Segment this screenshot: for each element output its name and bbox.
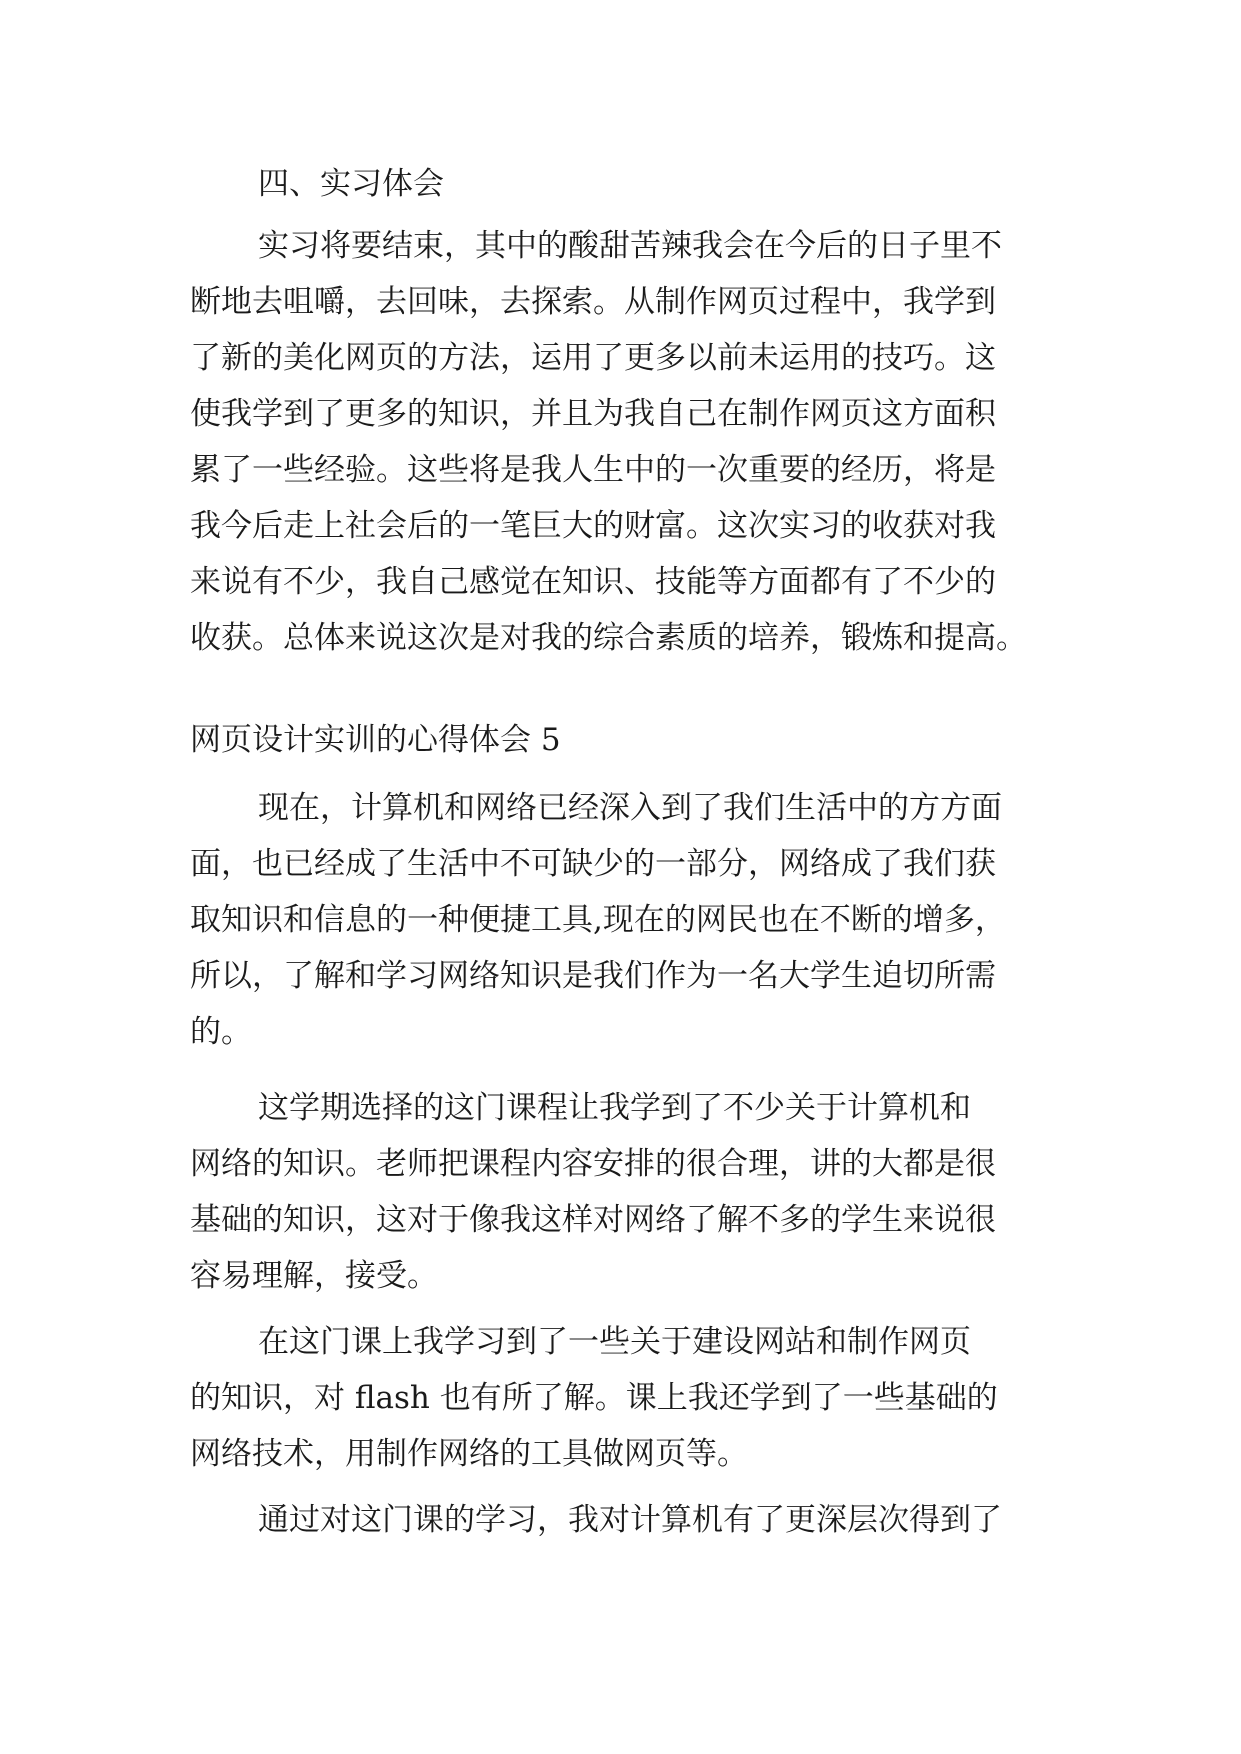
paragraph-line: 我今后走上社会后的一笔巨大的财富。这次实习的收获对我 — [190, 508, 996, 544]
paragraph-line: 基础的知识，这对于像我这样对网络了解不多的学生来说很 — [190, 1202, 996, 1238]
paragraph-line: 这学期选择的这门课程让我学到了不少关于计算机和 — [258, 1090, 971, 1126]
section-heading: 四、实习体会 — [258, 166, 444, 202]
paragraph-line: 的知识，对 flash 也有所了解。课上我还学到了一些基础的 — [190, 1380, 998, 1416]
paragraph-line: 在这门课上我学习到了一些关于建设网站和制作网页 — [258, 1324, 971, 1360]
paragraph-line: 通过对这门课的学习，我对计算机有了更深层次得到了 — [258, 1502, 1002, 1538]
paragraph-line: 的。 — [190, 1014, 252, 1050]
paragraph-line: 现在，计算机和网络已经深入到了我们生活中的方方面 — [258, 790, 1002, 826]
paragraph-line: 网络的知识。老师把课程内容安排的很合理，讲的大都是很 — [190, 1146, 996, 1182]
paragraph-line: 网络技术，用制作网络的工具做网页等。 — [190, 1436, 748, 1472]
paragraph-line: 来说有不少，我自己感觉在知识、技能等方面都有了不少的 — [190, 564, 996, 600]
paragraph-line: 面，也已经成了生活中不可缺少的一部分，网络成了我们获 — [190, 846, 996, 882]
paragraph-line: 收获。总体来说这次是对我的综合素质的培养，锻炼和提高。 — [190, 620, 1027, 656]
paragraph-line: 了新的美化网页的方法，运用了更多以前未运用的技巧。这 — [190, 340, 996, 376]
paragraph-line: 取知识和信息的一种便捷工具,现在的网民也在不断的增多， — [190, 902, 1006, 938]
paragraph-line: 累了一些经验。这些将是我人生中的一次重要的经历，将是 — [190, 452, 996, 488]
paragraph-line: 断地去咀嚼，去回味，去探索。从制作网页过程中，我学到 — [190, 284, 996, 320]
paragraph-line: 容易理解，接受。 — [190, 1258, 438, 1294]
paragraph-line: 实习将要结束，其中的酸甜苦辣我会在今后的日子里不 — [258, 228, 1002, 264]
paragraph-line: 所以，了解和学习网络知识是我们作为一名大学生迫切所需 — [190, 958, 996, 994]
article-title: 网页设计实训的心得体会 5 — [190, 722, 561, 758]
paragraph-line: 使我学到了更多的知识，并且为我自己在制作网页这方面积 — [190, 396, 996, 432]
